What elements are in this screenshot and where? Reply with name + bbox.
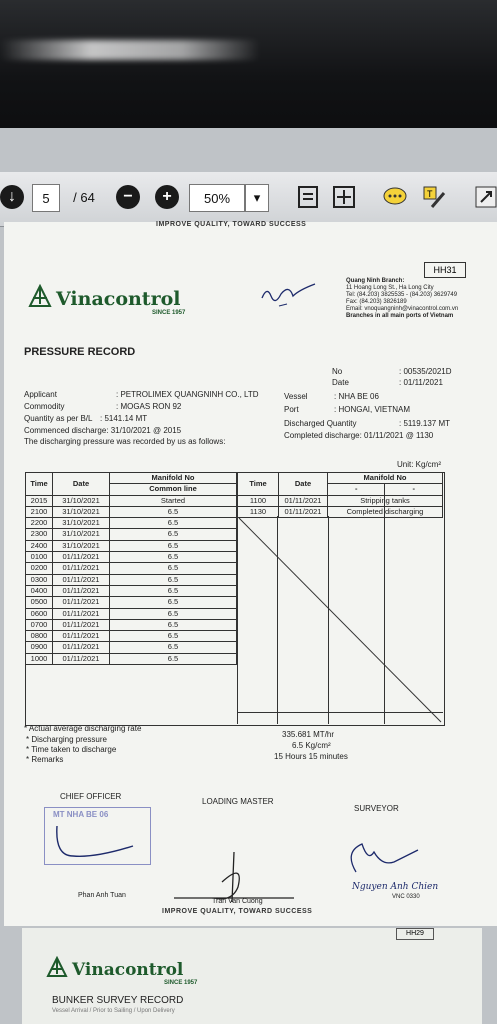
svg-text:T: T — [427, 189, 433, 199]
logo-since: SINCE 1957 — [164, 980, 198, 986]
branch-line: Quang Ninh Branch: — [346, 278, 405, 284]
table-row: 0800 01/11/2021 6.5 — [26, 631, 237, 642]
zoom-value: 50% — [203, 190, 231, 206]
table-row: 0900 01/11/2021 6.5 — [26, 642, 237, 653]
slogan-bottom: IMPROVE QUALITY, TOWARD SUCCESS — [162, 908, 313, 915]
pdf-toolbar — [0, 172, 497, 227]
plus-icon[interactable]: + — [155, 184, 179, 210]
monitor-bezel — [0, 0, 497, 128]
page-current: 5 — [42, 190, 50, 206]
no-label: No — [332, 367, 343, 376]
minus-icon[interactable]: − — [116, 184, 140, 210]
no-value: : 00535/2021D — [399, 367, 452, 376]
discharged-label: Discharged Quantity — [284, 419, 357, 428]
commenced-discharge: Commenced discharge: 31/10/2021 @ 2015 — [24, 426, 182, 435]
vessel-value: : NHA BE 06 — [334, 392, 379, 401]
logo-text: Vinacontrol — [56, 288, 181, 310]
commodity-value: : MOGAS RON 92 — [116, 402, 182, 411]
arrow-down-icon[interactable]: ↓ — [0, 184, 24, 210]
page-total: / 64 — [73, 189, 95, 205]
initial-signature — [259, 280, 319, 315]
chief-officer-name: Phan Anh Tuan — [78, 892, 126, 899]
col-header-common-line: Common line — [110, 484, 237, 495]
quantity-value: : 5141.14 MT — [100, 414, 148, 423]
table-row: 2015 31/10/2021 Started — [26, 495, 237, 506]
summary-value: 15 Hours 15 minutes — [274, 752, 348, 761]
surveyor-label: SURVEYOR — [354, 804, 399, 813]
port-label: Port — [284, 405, 299, 414]
loading-master-name: Tran Van Cuong — [212, 898, 263, 905]
date-value: : 01/11/2021 — [399, 378, 443, 387]
vessel-stamp — [44, 807, 151, 865]
slogan-top: IMPROVE QUALITY, TOWARD SUCCESS — [156, 221, 307, 228]
branch-line: Branches in all main ports of Vietnam — [346, 313, 454, 319]
highlight-icon[interactable] — [418, 184, 448, 210]
table-row: 2300 31/10/2021 6.5 — [26, 529, 237, 540]
summary-label: * Time taken to discharge — [26, 745, 117, 754]
table-row: 0700 01/11/2021 6.5 — [26, 619, 237, 630]
quantity-label: Quantity as per B/L — [24, 414, 93, 423]
table-row: 0300 01/11/2021 6.5 — [26, 574, 237, 585]
table-row: 1100 01/11/2021 Stripping tanks — [238, 495, 443, 506]
comment-icon[interactable] — [382, 184, 408, 210]
right-pressure-table: Time Date Manifold No - - 1100 01/11/2021 Stripping tanks 1130 01/11/2021 Completed discharging — [237, 472, 443, 518]
summary-label: * Discharging pressure — [26, 735, 107, 744]
summary-label: * Remarks — [26, 755, 64, 764]
branch-line: 11 Hoang Long St., Ha Long City — [346, 285, 434, 291]
table-row: 0400 01/11/2021 6.5 — [26, 585, 237, 596]
discharged-value: : 5119.137 MT — [399, 419, 450, 428]
branch-line: Fax: (84.203) 3826189 — [346, 299, 407, 305]
branch-line: Tel: (84.203) 3825535 - (84.203) 3629749 — [346, 292, 458, 298]
date-label: Date — [332, 378, 349, 387]
vessel-label: Vessel — [284, 392, 308, 401]
summary-value: 335.681 MT/hr — [282, 730, 335, 739]
surveyor-code: VNC 0330 — [392, 894, 420, 900]
col-header-time: Time — [238, 473, 279, 496]
vinacontrol-logo-icon — [28, 284, 52, 308]
next-document-page — [22, 928, 482, 1024]
summary-label: * Actual average discharging rate — [24, 724, 142, 733]
save-icon[interactable] — [296, 184, 320, 210]
table-row: 0600 01/11/2021 6.5 — [26, 608, 237, 619]
page-subtitle: Vessel Arrival / Prior to Sailing / Upon Delivery — [52, 1008, 175, 1014]
table-row: 1000 01/11/2021 6.5 — [26, 653, 237, 664]
summary-value: 6.5 Kg/cm² — [292, 741, 331, 750]
commodity-label: Commodity — [24, 402, 65, 411]
col-header-manifold: Manifold No — [328, 473, 443, 484]
pressure-note: The discharging pressure was recorded by us as follows: — [24, 437, 226, 446]
strike-through-line — [237, 516, 443, 724]
applicant-value: : PETROLIMEX QUANGNINH CO., LTD — [116, 390, 259, 399]
col-header-date: Date — [53, 473, 110, 496]
dropdown-icon[interactable]: ▾ — [245, 184, 269, 212]
zoom-input[interactable] — [189, 184, 245, 212]
completed-discharge: Completed discharge: 01/11/2021 @ 1130 — [284, 431, 434, 440]
col-header-date: Date — [279, 473, 328, 496]
ref-box: HH29 — [396, 928, 434, 940]
table-row: 2400 31/10/2021 6.5 — [26, 540, 237, 551]
screen-glare — [0, 40, 260, 60]
vinacontrol-logo-icon — [46, 956, 68, 978]
expand-icon[interactable] — [474, 184, 497, 210]
table-row: 0200 01/11/2021 6.5 — [26, 563, 237, 574]
table-row: 2100 31/10/2021 6.5 — [26, 506, 237, 517]
table-row: 1130 01/11/2021 Completed discharging — [238, 506, 443, 517]
col-header-manifold: Manifold No — [110, 473, 237, 484]
port-value: : HONGAI, VIETNAM — [334, 405, 411, 414]
chief-officer-label: CHIEF OFFICER — [60, 792, 122, 801]
applicant-label: Applicant — [24, 390, 57, 399]
fit-page-icon[interactable] — [332, 184, 356, 210]
table-row: 0100 01/11/2021 6.5 — [26, 552, 237, 563]
branch-line: Email: vnoquangninh@vinacontrol.com.vn — [346, 306, 459, 312]
unit-label: Unit: Kg/cm² — [397, 460, 442, 469]
surveyor-name: Nguyen Anh Chien — [352, 882, 439, 892]
loading-master-label: LOADING MASTER — [202, 797, 274, 806]
document-page — [4, 222, 497, 926]
stamp-text: MT NHA BE 06 — [53, 810, 109, 819]
page-title: PRESSURE RECORD — [24, 346, 136, 358]
surveyor-signature — [334, 832, 424, 882]
logo-since: SINCE 1957 — [152, 310, 186, 316]
col-header-time: Time — [26, 473, 53, 496]
left-pressure-table — [25, 472, 237, 665]
table-row: 0500 01/11/2021 6.5 — [26, 597, 237, 608]
logo-text: Vinacontrol — [72, 960, 184, 980]
page-title: BUNKER SURVEY RECORD — [52, 995, 184, 1006]
table-row: 2200 31/10/2021 6.5 — [26, 518, 237, 529]
page-number-input[interactable] — [32, 184, 60, 212]
ref-box: HH31 — [424, 262, 466, 278]
